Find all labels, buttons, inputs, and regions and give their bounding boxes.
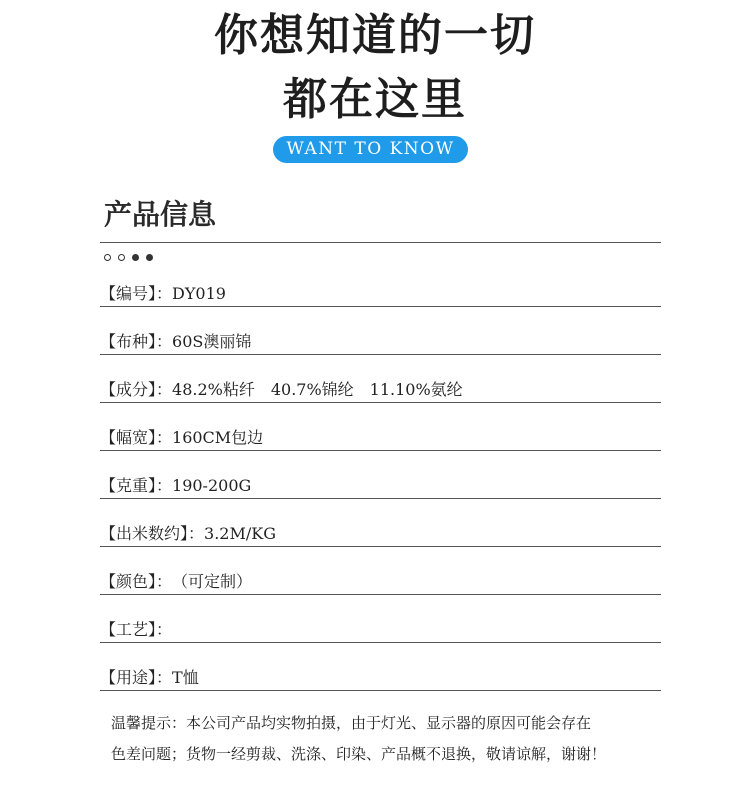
decorative-dots (104, 254, 153, 261)
spec-row-width (100, 428, 661, 451)
dot-filled-icon (132, 254, 139, 261)
notice-line-2: 色差问题；货物一经剪裁、洗涤、印染、产品概不退换，敬请谅解，谢谢！ (111, 745, 607, 763)
spec-row-meter-yield (100, 524, 661, 547)
spec-value: 48.2%粘纤 40.7%锦纶 11.10%氨纶 (172, 380, 463, 399)
spec-value: （可定制） (172, 572, 253, 591)
spec-label: 【编号】： (100, 284, 173, 303)
spec-label: 【布种】： (100, 332, 173, 351)
spec-row-fabric (100, 332, 661, 355)
dot-filled-icon (146, 254, 153, 261)
spec-label: 【出米数约】： (100, 524, 205, 543)
notice-line-1: 温馨提示：本公司产品均实物拍摄，由于灯光、显示器的原因可能会存在 (111, 714, 592, 732)
spec-label: 【克重】： (100, 476, 173, 495)
spec-label: 【颜色】： (100, 572, 173, 591)
spec-value: 190-200G (172, 476, 252, 495)
spec-value: 3.2M/KG (204, 524, 276, 543)
want-to-know-badge: WANT TO KNOW (273, 136, 468, 163)
section-divider (100, 242, 661, 243)
spec-row-composition (100, 380, 661, 403)
hero-title-line-1: 你想知道的一切 (214, 10, 536, 61)
spec-row-usage (100, 668, 661, 691)
spec-value: 160CM包边 (172, 428, 264, 447)
hero-title-line-2: 都在这里 (283, 74, 467, 125)
spec-label: 【成分】： (100, 380, 173, 399)
dot-hollow-icon (104, 254, 111, 261)
spec-value: 60S澳丽锦 (172, 332, 252, 351)
spec-value: DY019 (172, 284, 226, 303)
spec-label: 【幅宽】： (100, 428, 173, 447)
section-title: 产品信息 (104, 198, 217, 231)
spec-row-color (100, 572, 661, 595)
spec-label: 【用途】： (100, 668, 173, 687)
spec-label: 【工艺】： (100, 620, 173, 639)
spec-row-weight (100, 476, 661, 499)
spec-row-process (100, 620, 661, 643)
dot-hollow-icon (118, 254, 125, 261)
spec-value: T恤 (172, 668, 199, 687)
spec-row-code (100, 284, 661, 307)
